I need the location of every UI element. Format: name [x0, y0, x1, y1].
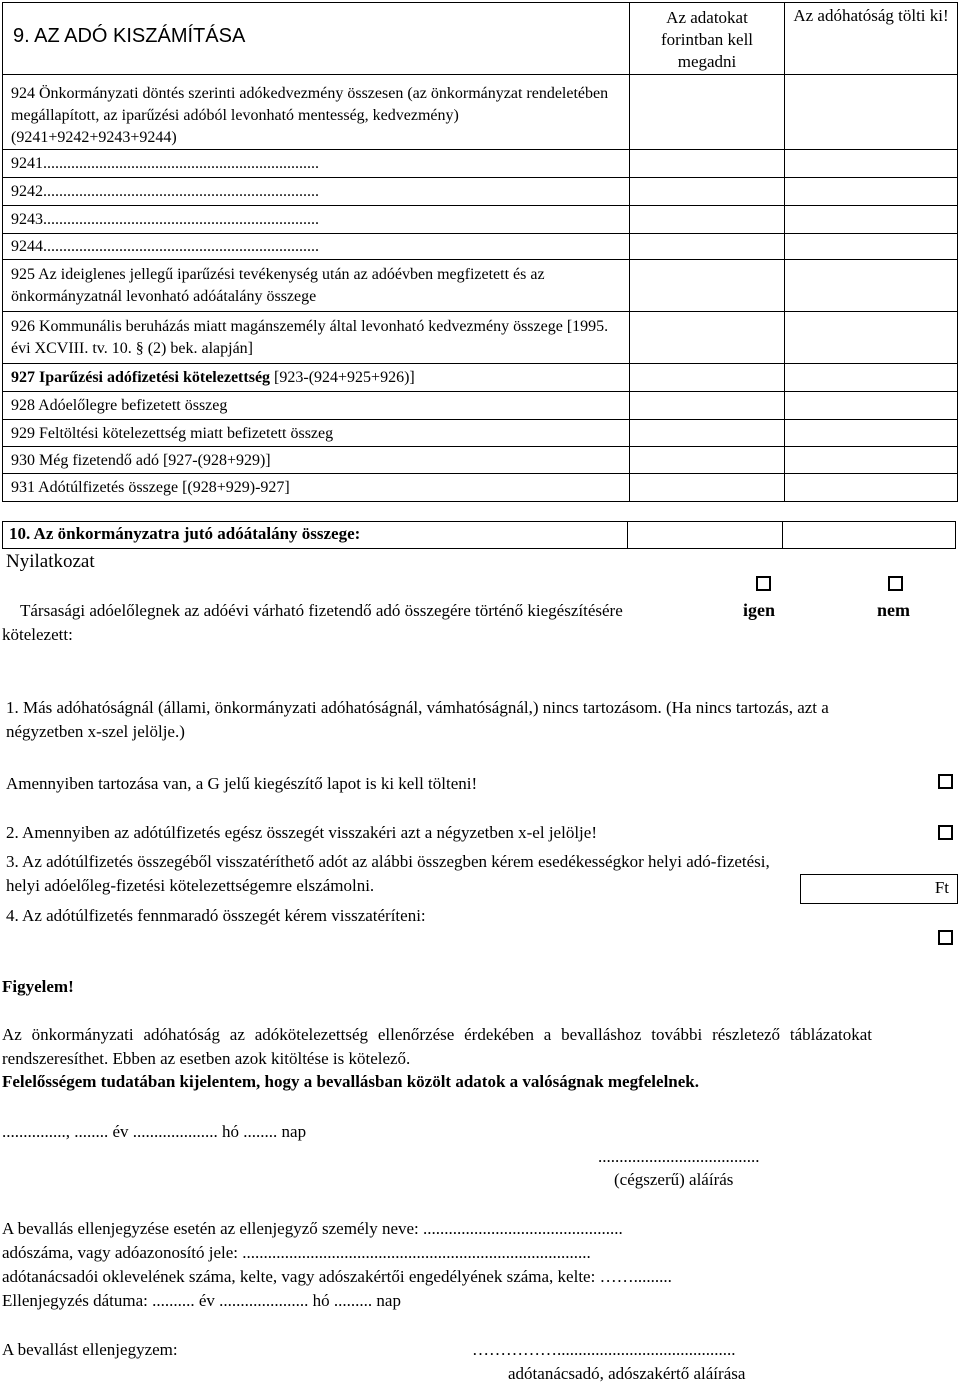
row-924-amount[interactable] — [630, 75, 785, 150]
row-930 — [3, 447, 630, 474]
statement-2-text: 2. Amennyiben az adótúlfizetés egész összegét visszakéri azt a négyzetben x-el jelölje! — [6, 823, 597, 842]
countersign-signature-line[interactable]: …………….......................................... — [472, 1340, 736, 1359]
row-928-amount[interactable] — [630, 392, 785, 420]
yes-label: igen — [743, 600, 776, 620]
row-924-authority — [785, 75, 958, 150]
statement-1b-text: Amennyiben tartozása van, a G jelű kiegészítő lapot is ki kell tölteni! — [6, 774, 478, 793]
countersigner-name[interactable]: A bevallás ellenjegyzése esetén az ellenjegyző személy neve: ............................................... — [2, 1219, 623, 1238]
row-931-amount[interactable] — [630, 474, 785, 502]
warning-text: Az önkormányzati adóhatóság az adókötelezettség ellenőrzése érdekében a bevalláshoz további részletező táblázatokat rendszeresíthet. Ebben az esetben azok kitöltése is kötelező. — [2, 1025, 872, 1068]
statement-3-text: 3. Az adótúlfizetés összegéből visszatéríthető adót az alábbi összegben kérem esedékességkor helyi adó-fizetési, helyi adóelőleg-fizetési kötelezettségemre elszámolni. — [6, 852, 770, 895]
row-931 — [3, 474, 630, 502]
date-line[interactable]: ..............., ........ év .................... hó ........ nap — [2, 1122, 307, 1141]
nyilatkozat-heading: Nyilatkozat — [6, 551, 95, 572]
row-9242-amount[interactable] — [630, 178, 785, 206]
row-925-label: 925 Az ideiglenes jellegű iparűzési tevékenység után az adóévben megfizetett és az önkormányzatnál levonható adóátalány összege — [11, 266, 545, 305]
countersign-signature-label: adótanácsadó, adószakértő aláírása — [508, 1364, 746, 1383]
row-9241-amount[interactable] — [630, 150, 785, 178]
row-929-amount[interactable] — [630, 420, 785, 447]
column-header-amount — [630, 3, 785, 75]
authority-header-text: Az adóhatóság tölti ki! — [793, 6, 949, 25]
row-9244-authority — [785, 234, 958, 260]
countersigner-license[interactable]: adótanácsadói oklevelének száma, kelte, vagy adószakértői engedélyének száma, kelte: ……......... — [2, 1267, 672, 1286]
signature-line[interactable]: ...................................... — [598, 1147, 760, 1166]
row-927-authority — [785, 364, 958, 392]
signature-label: (cégszerű) aláírás — [614, 1170, 734, 1189]
row-9241-label: 9241..................................................................... — [11, 155, 319, 172]
section10-title: 10. Az önkormányzatra jutó adóátalány összege: — [9, 524, 361, 543]
row-927-label-formula: [923-(924+925+926)] — [270, 369, 415, 386]
row-929-authority — [785, 420, 958, 447]
statement-2-checkbox[interactable] — [938, 825, 953, 845]
statement-4-text: 4. Az adótúlfizetés fennmaradó összegét kérem visszatéríteni: — [6, 906, 426, 925]
row-9241 — [3, 150, 630, 178]
row-931-label: 931 Adótúlfizetés összege [(928+929)-927] — [11, 479, 290, 496]
row-9244-amount[interactable] — [630, 234, 785, 260]
row-9244 — [3, 234, 630, 260]
row-925 — [3, 260, 630, 312]
refund-amount-field[interactable] — [800, 874, 958, 904]
row-925-authority — [785, 260, 958, 312]
statement-1-checkbox[interactable] — [938, 774, 953, 794]
row-924 — [3, 75, 630, 150]
statement-4-checkbox[interactable] — [938, 930, 953, 950]
liability-statement: Felelősségem tudatában kijelentem, hogy a bevallásban közölt adatok a valóságnak megfelelnek. — [2, 1072, 700, 1091]
row-9242-label: 9242..................................................................... — [11, 183, 319, 200]
row-926-amount[interactable] — [630, 312, 785, 364]
row-926-label: 926 Kommunális beruházás miatt magánszemély által levonható kedvezmény összege [1995. évi XCVIII. tv. 10. § (2) bek. alapján] — [11, 318, 609, 357]
row-9243-amount[interactable] — [630, 206, 785, 234]
row-924-label: 924 Önkormányzati döntés szerinti adókedvezmény összesen (az önkormányzat rendeletében megállapított, az iparűzési adóból levonható mentesség, kedvezmény) (9241+9242+9243+9244) — [11, 85, 609, 146]
row-929-label: 929 Feltöltési kötelezettség miatt befizetett összeg — [11, 425, 334, 442]
row-925-amount[interactable] — [630, 260, 785, 312]
tax-calculation-table — [2, 2, 958, 502]
section-title-cell — [3, 3, 630, 75]
declaration-text: Társasági adóelőlegnek az adóévi várható fizetendő adó összegére történő kiegészítésére kötelezett: — [2, 601, 623, 644]
no-label: nem — [877, 600, 910, 620]
row-929 — [3, 420, 630, 447]
row-930-authority — [785, 447, 958, 474]
warning-heading: Figyelem! — [2, 977, 74, 996]
row-926-authority — [785, 312, 958, 364]
no-checkbox[interactable] — [888, 576, 903, 596]
row-926 — [3, 312, 630, 364]
row-928-authority — [785, 392, 958, 420]
row-9243-authority — [785, 206, 958, 234]
row-931-authority — [785, 474, 958, 502]
statement-1-text: 1. Más adóhatóságnál (állami, önkormányzati adóhatóságnál, vámhatóságnál,) nincs tartozásom. (Ha nincs tartozás, azt a négyzetben x-szel jelölje.) — [6, 698, 829, 741]
row-927-amount[interactable] — [630, 364, 785, 392]
row-9243-label: 9243..................................................................... — [11, 211, 319, 228]
row-928-label: 928 Adóelőlegre befizetett összeg — [11, 397, 228, 414]
row-928 — [3, 392, 630, 420]
row-927-label-bold: 927 Iparűzési adófizetési kötelezettség — [11, 369, 271, 386]
column-header-authority — [785, 3, 958, 75]
row-927 — [3, 364, 630, 392]
row-9242 — [3, 178, 630, 206]
row-9244-label: 9244..................................................................... — [11, 238, 319, 255]
row-9242-authority — [785, 178, 958, 206]
countersign-label: A bevallást ellenjegyzem: — [2, 1340, 178, 1359]
currency-unit: Ft — [934, 878, 949, 897]
section10-amount-box[interactable] — [627, 521, 783, 549]
section10-authority-box — [782, 521, 956, 549]
row-930-amount[interactable] — [630, 447, 785, 474]
yes-checkbox[interactable] — [756, 576, 771, 596]
amount-header-text: Az adatokat forintban kell megadni — [660, 8, 754, 71]
row-9243 — [3, 206, 630, 234]
countersign-date[interactable]: Ellenjegyzés dátuma: .......... év ..................... hó ......... nap — [2, 1291, 401, 1310]
row-9241-authority — [785, 150, 958, 178]
section10-title-box — [2, 521, 628, 549]
section-title: 9. AZ ADÓ KISZÁMÍTÁSA — [13, 25, 246, 47]
countersigner-tax-id[interactable]: adószáma, vagy adóazonosító jele: .................................................................................. — [2, 1243, 591, 1262]
row-930-label: 930 Még fizetendő adó [927-(928+929)] — [11, 452, 271, 469]
